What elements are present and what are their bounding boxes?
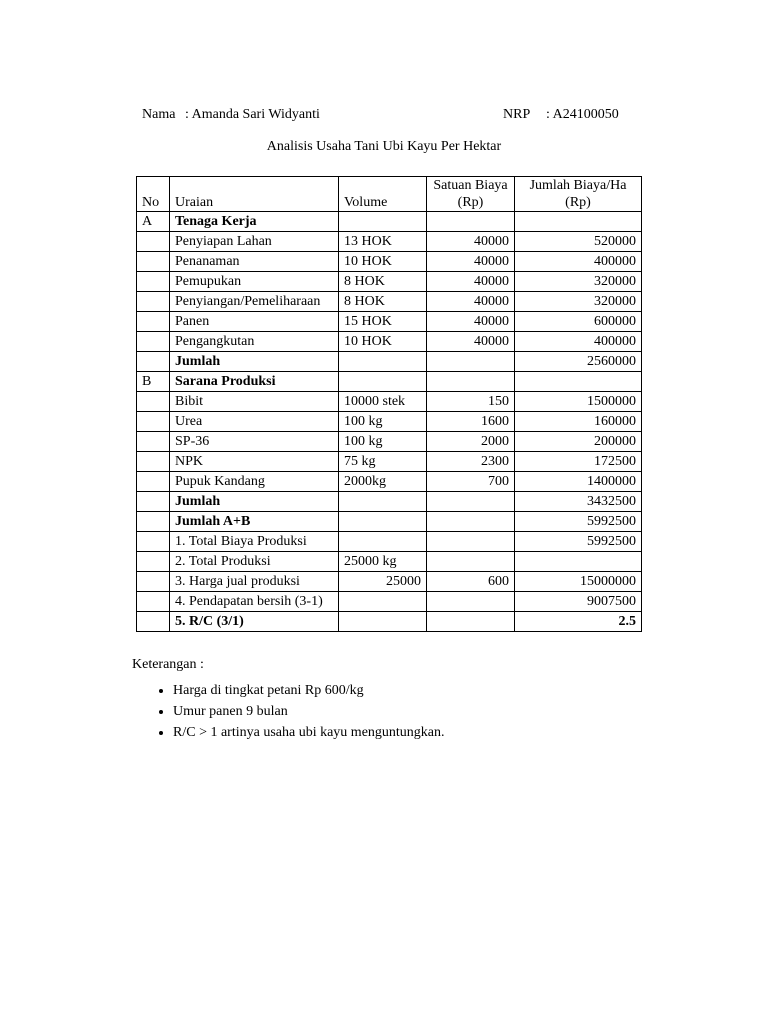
cell-jumlah: 2.5 xyxy=(515,612,642,632)
cell-no xyxy=(137,352,170,372)
cell-jumlah: 15000000 xyxy=(515,572,642,592)
cell-volume: 10 HOK xyxy=(339,332,427,352)
cell-no xyxy=(137,592,170,612)
list-item: • Umur panen 9 bulan xyxy=(173,701,445,722)
cell-jumlah: 2560000 xyxy=(515,352,642,372)
table-row xyxy=(137,532,642,552)
cell-satuan: 40000 xyxy=(427,272,515,292)
cell-volume: 10000 stek xyxy=(339,392,427,412)
column-header-no: No xyxy=(137,177,170,212)
cell-uraian: Bibit xyxy=(170,392,339,412)
cell-satuan xyxy=(427,492,515,512)
cell-uraian: Jumlah xyxy=(170,492,339,512)
table-row xyxy=(137,372,642,392)
nrp-value: : A24100050 xyxy=(546,107,619,122)
cell-uraian: Pemupukan xyxy=(170,272,339,292)
table-row xyxy=(137,392,642,412)
cell-uraian: 2. Total Produksi xyxy=(170,552,339,572)
cell-satuan: 2000 xyxy=(427,432,515,452)
cell-jumlah xyxy=(515,552,642,572)
cell-satuan xyxy=(427,512,515,532)
cell-jumlah: 1500000 xyxy=(515,392,642,412)
cell-volume xyxy=(339,212,427,232)
cell-jumlah: 400000 xyxy=(515,252,642,272)
cell-volume: 15 HOK xyxy=(339,312,427,332)
cell-uraian: Urea xyxy=(170,412,339,432)
cell-no xyxy=(137,332,170,352)
cell-volume xyxy=(339,352,427,372)
cell-satuan: 40000 xyxy=(427,312,515,332)
table-row xyxy=(137,412,642,432)
cell-jumlah: 172500 xyxy=(515,452,642,472)
cell-no: A xyxy=(137,212,170,232)
cell-volume: 100 kg xyxy=(339,412,427,432)
table-row xyxy=(137,432,642,452)
column-header-uraian: Uraian xyxy=(170,177,339,212)
cell-jumlah: 600000 xyxy=(515,312,642,332)
cell-satuan xyxy=(427,532,515,552)
cell-volume: 8 HOK xyxy=(339,292,427,312)
cell-satuan xyxy=(427,352,515,372)
column-header-volume: Volume xyxy=(339,177,427,212)
table-row xyxy=(137,232,642,252)
keterangan-label: Keterangan : xyxy=(132,657,204,672)
cell-satuan: 600 xyxy=(427,572,515,592)
cell-uraian: Pupuk Kandang xyxy=(170,472,339,492)
name-value: : Amanda Sari Widyanti xyxy=(185,107,320,122)
cell-uraian: 5. R/C (3/1) xyxy=(170,612,339,632)
table-row xyxy=(137,612,642,632)
table-row xyxy=(137,572,642,592)
table-row xyxy=(137,332,642,352)
cell-satuan: 40000 xyxy=(427,332,515,352)
cell-no xyxy=(137,432,170,452)
cell-satuan: 700 xyxy=(427,472,515,492)
table-row xyxy=(137,272,642,292)
cell-uraian: 3. Harga jual produksi xyxy=(170,572,339,592)
cell-jumlah: 520000 xyxy=(515,232,642,252)
cell-uraian: Panen xyxy=(170,312,339,332)
cell-uraian: SP-36 xyxy=(170,432,339,452)
table-row xyxy=(137,492,642,512)
cell-jumlah: 9007500 xyxy=(515,592,642,612)
cell-volume xyxy=(339,492,427,512)
cell-jumlah xyxy=(515,372,642,392)
cell-no xyxy=(137,472,170,492)
cell-volume xyxy=(339,372,427,392)
cell-no xyxy=(137,452,170,472)
cell-no xyxy=(137,512,170,532)
cell-uraian: Penyiangan/Pemeliharaan xyxy=(170,292,339,312)
cell-volume xyxy=(339,512,427,532)
cell-volume: 13 HOK xyxy=(339,232,427,252)
cell-satuan: 40000 xyxy=(427,252,515,272)
cell-no xyxy=(137,392,170,412)
cell-jumlah: 5992500 xyxy=(515,532,642,552)
cell-volume: 2000kg xyxy=(339,472,427,492)
table-row xyxy=(137,452,642,472)
cell-satuan: 40000 xyxy=(427,292,515,312)
cell-jumlah xyxy=(515,212,642,232)
cell-uraian: Penanaman xyxy=(170,252,339,272)
cell-uraian: Penyiapan Lahan xyxy=(170,232,339,252)
cell-jumlah: 320000 xyxy=(515,272,642,292)
nrp-label: NRP xyxy=(503,107,531,122)
cell-satuan xyxy=(427,592,515,612)
cell-jumlah: 5992500 xyxy=(515,512,642,532)
cell-uraian: NPK xyxy=(170,452,339,472)
cell-uraian: Jumlah A+B xyxy=(170,512,339,532)
cell-no xyxy=(137,312,170,332)
cell-satuan xyxy=(427,212,515,232)
cell-uraian: Sarana Produksi xyxy=(170,372,339,392)
cell-jumlah: 400000 xyxy=(515,332,642,352)
cell-uraian: Tenaga Kerja xyxy=(170,212,339,232)
cell-no xyxy=(137,272,170,292)
cell-no xyxy=(137,572,170,592)
cell-uraian: 4. Pendapatan bersih (3-1) xyxy=(170,592,339,612)
cell-volume: 75 kg xyxy=(339,452,427,472)
cell-no xyxy=(137,492,170,512)
cell-jumlah: 200000 xyxy=(515,432,642,452)
keterangan-list xyxy=(155,680,445,743)
cell-no xyxy=(137,612,170,632)
table-row xyxy=(137,552,642,572)
cell-volume xyxy=(339,532,427,552)
cell-satuan: 150 xyxy=(427,392,515,412)
column-header-satuan: Satuan Biaya (Rp) xyxy=(427,177,515,212)
cell-volume: 100 kg xyxy=(339,432,427,452)
cell-volume: 25000 kg xyxy=(339,552,427,572)
cell-jumlah: 1400000 xyxy=(515,472,642,492)
cell-no xyxy=(137,532,170,552)
cell-volume: 10 HOK xyxy=(339,252,427,272)
cell-jumlah: 160000 xyxy=(515,412,642,432)
list-item: • Harga di tingkat petani Rp 600/kg xyxy=(173,680,445,701)
table-row xyxy=(137,252,642,272)
list-item: • R/C > 1 artinya usaha ubi kayu menguntungkan. xyxy=(173,722,445,743)
cell-satuan: 2300 xyxy=(427,452,515,472)
cell-satuan xyxy=(427,612,515,632)
cell-no: B xyxy=(137,372,170,392)
page-title: Analisis Usaha Tani Ubi Kayu Per Hektar xyxy=(266,139,502,154)
table-row xyxy=(137,592,642,612)
cell-no xyxy=(137,232,170,252)
cell-uraian: 1. Total Biaya Produksi xyxy=(170,532,339,552)
table-row xyxy=(137,512,642,532)
table-row xyxy=(137,312,642,332)
cell-no xyxy=(137,412,170,432)
table-row xyxy=(137,352,642,372)
cell-jumlah: 3432500 xyxy=(515,492,642,512)
table-row xyxy=(137,292,642,312)
table-row xyxy=(137,472,642,492)
cell-volume: 8 HOK xyxy=(339,272,427,292)
table-header-row xyxy=(137,177,642,212)
cell-satuan xyxy=(427,372,515,392)
cell-volume: 25000 xyxy=(339,572,427,592)
cell-no xyxy=(137,252,170,272)
cell-no xyxy=(137,292,170,312)
cell-satuan xyxy=(427,552,515,572)
cell-uraian: Jumlah xyxy=(170,352,339,372)
cell-satuan: 40000 xyxy=(427,232,515,252)
column-header-jumlah: Jumlah Biaya/Ha (Rp) xyxy=(515,177,642,212)
cell-volume xyxy=(339,612,427,632)
cell-volume xyxy=(339,592,427,612)
cell-uraian: Pengangkutan xyxy=(170,332,339,352)
table-row xyxy=(137,212,642,232)
name-label: Nama xyxy=(142,107,176,122)
cell-satuan: 1600 xyxy=(427,412,515,432)
cost-analysis-table xyxy=(136,176,642,632)
cell-jumlah: 320000 xyxy=(515,292,642,312)
cell-no xyxy=(137,552,170,572)
